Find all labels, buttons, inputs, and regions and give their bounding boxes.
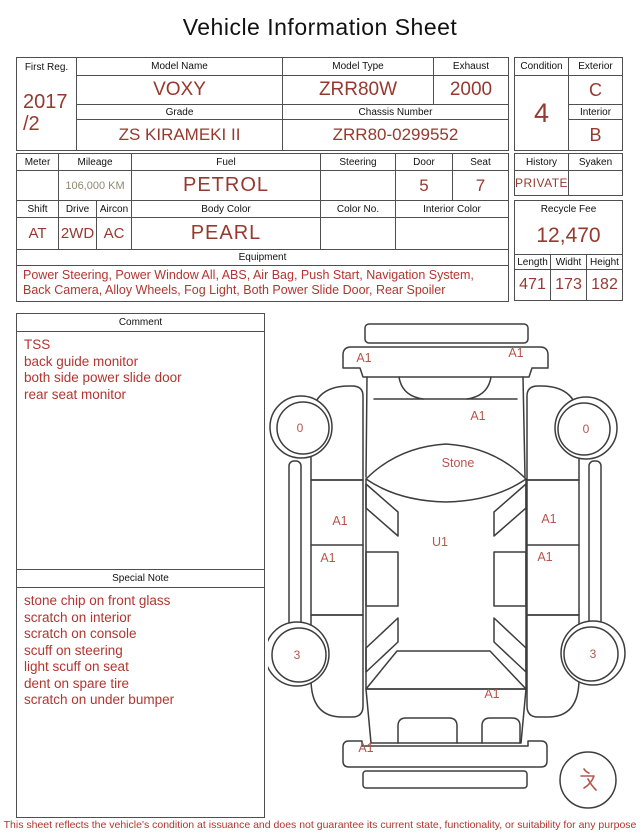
front-bumper-right-mark: A1: [508, 346, 524, 360]
mileage-value: 106,000 KM: [59, 171, 132, 200]
exhaust-header: Exhaust: [434, 58, 508, 76]
special-note-header: Special Note: [17, 570, 264, 588]
color-no-value: [321, 218, 396, 249]
aircon-value: AC: [97, 218, 132, 249]
model-name-value: VOXY: [77, 76, 283, 105]
syaken-value: [569, 171, 622, 195]
drive-value: 2WD: [59, 218, 97, 249]
right-rocker-shape: [589, 461, 601, 628]
comment-header: Comment: [17, 314, 264, 332]
page-title: Vehicle Information Sheet: [182, 14, 458, 40]
rear-lower-strip-shape: [363, 771, 527, 788]
right-tail-light-shape: [482, 718, 520, 743]
steering-header: Steering: [321, 154, 396, 171]
recycle-fee-value: 12,470: [536, 224, 601, 247]
first-reg-header: First Reg.: [17, 58, 77, 76]
recycle-fee-header: Recycle Fee: [540, 204, 597, 215]
rear-bumper-mark: A1: [358, 741, 374, 755]
door-header: Door: [396, 154, 453, 171]
interior-color-value: [396, 218, 508, 249]
history-header: History: [515, 154, 569, 171]
right-rear-door-mark: A1: [537, 550, 553, 564]
footer-disclaimer: This sheet reflects the vehicle's condition at issuance and does not guarantee its current state, functionality, or suitability for any purpose: [3, 819, 637, 831]
left-rocker-shape: [289, 461, 301, 628]
length-value: 471: [515, 270, 551, 300]
condition-panel: [514, 57, 623, 151]
right-doors-shape: [527, 480, 579, 615]
front-right-wheel-mark: 0: [582, 422, 590, 436]
first-reg-year: 2017: [23, 91, 68, 113]
door-value: 5: [396, 171, 453, 200]
width-header: Widht: [551, 255, 587, 270]
exterior-value: C: [569, 76, 622, 105]
model-name-header: Model Name: [77, 58, 283, 76]
seat-value: 7: [475, 175, 486, 195]
note-line: stone chip on front glass: [24, 593, 171, 608]
windshield-shape: [366, 444, 526, 502]
grade-header: Grade: [77, 105, 283, 120]
note-line: scuff on steering: [24, 642, 123, 658]
car-damage-diagram: [268, 312, 640, 822]
note-line: light scuff on seat: [24, 659, 129, 674]
left-doors-shape: [311, 480, 363, 615]
vehicle-identity-table: [16, 57, 509, 151]
dimensions-table: [515, 254, 622, 300]
front-left-wheel-mark: 0: [296, 421, 304, 435]
grade-value: ZS KIRAMEKI II: [77, 120, 283, 150]
aircon-header: Aircon: [97, 201, 132, 218]
rear-panel-shape: [366, 689, 526, 743]
note-line: back guide monitor: [24, 353, 139, 369]
note-line: both side power slide door: [24, 370, 182, 385]
interior-value: B: [589, 124, 602, 145]
equipment-value: Power Steering, Power Window All, ABS, Air Bag, Push Start, Navigation System, Back Camera, Alloy Wheels, Fog Light, Both Power Slide Door, Rear Spoiler: [23, 268, 474, 297]
comment-lines: [17, 332, 264, 408]
chassis-number-value: ZRR80-0299552: [332, 125, 459, 144]
condition-value: 4: [515, 76, 569, 150]
width-value: 173: [551, 270, 587, 300]
exterior-header: Exterior: [569, 58, 622, 76]
chassis-number-header: Chassis Number: [283, 105, 508, 120]
right-front-door-mark: A1: [541, 512, 557, 526]
condition-header: Condition: [515, 58, 569, 76]
damage-marks: [294, 346, 597, 755]
note-line: scratch on under bumper: [24, 692, 175, 707]
spec-row-1: [17, 154, 508, 201]
fuel-header: Fuel: [132, 154, 321, 171]
history-value: PRIVATE: [515, 171, 569, 195]
interior-header: Interior: [569, 105, 622, 120]
left-rear-door-mark: A1: [320, 551, 336, 565]
seat-header: Seat: [453, 154, 508, 171]
roof-center-mark: U1: [432, 535, 448, 549]
windshield-stone-mark: Stone: [441, 456, 475, 470]
height-header: Height: [587, 255, 622, 270]
height-value: 182: [591, 276, 618, 293]
rear-left-wheel-mark: 3: [293, 648, 301, 662]
shift-value: AT: [17, 218, 59, 249]
note-line: rear seat monitor: [24, 386, 127, 402]
model-type-header: Model Type: [283, 58, 434, 76]
front-grille-strip-shape: [365, 324, 528, 343]
body-color-header: Body Color: [132, 201, 321, 218]
exhaust-value: 2000: [434, 76, 508, 105]
rear-window-mark: A1: [484, 687, 500, 701]
recycle-fee-panel: [514, 200, 623, 301]
body-color-value: PEARL: [132, 218, 321, 249]
rear-right-wheel-mark: 3: [589, 647, 597, 661]
color-no-header: Color No.: [321, 201, 396, 218]
meter-value: [17, 171, 59, 200]
note-line: scratch on interior: [24, 609, 132, 625]
syaken-header: Syaken: [569, 154, 622, 171]
spec-row-2: [17, 201, 508, 250]
steering-value: [321, 171, 396, 200]
model-type-value: ZRR80W: [283, 76, 434, 105]
shift-header: Shift: [17, 201, 59, 218]
history-panel: [514, 153, 623, 196]
mileage-header: Mileage: [59, 154, 132, 171]
left-tail-light-shape: [398, 718, 457, 743]
front-bumper-left-mark: A1: [356, 351, 372, 365]
note-line: scratch on console: [24, 626, 137, 641]
length-header: Length: [515, 255, 551, 270]
comment-section: [17, 314, 264, 570]
equipment-section: [17, 250, 508, 301]
spec-table: [16, 153, 509, 302]
notes-panel: [16, 313, 265, 818]
interior-color-header: Interior Color: [396, 201, 508, 218]
note-line: dent on spare tire: [24, 675, 130, 691]
windshield-upper-mark: A1: [470, 409, 486, 423]
left-front-door-mark: A1: [332, 514, 348, 528]
meter-header: Meter: [17, 154, 59, 171]
first-reg-value: [17, 76, 77, 150]
special-note-lines: [17, 588, 264, 714]
note-line: TSS: [24, 337, 51, 352]
equipment-header: Equipment: [17, 250, 508, 266]
first-reg-month: /2: [23, 113, 40, 135]
rear-window-shape: [366, 651, 526, 689]
special-note-section: [17, 570, 264, 817]
fuel-value: PETROL: [132, 171, 321, 200]
drive-header: Drive: [59, 201, 97, 218]
